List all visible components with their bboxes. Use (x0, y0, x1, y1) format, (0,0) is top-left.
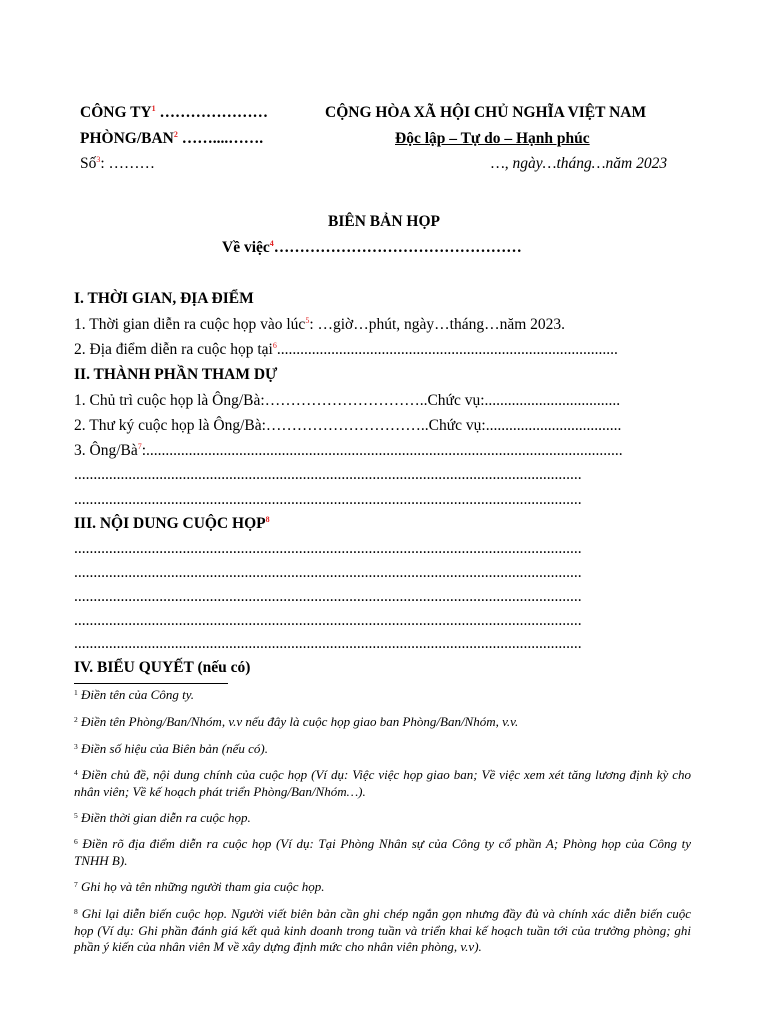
subject-blank: ………………………………………… (273, 239, 522, 256)
section-1-heading: I. THỜI GIAN, ĐỊA ĐIỂM (74, 290, 254, 307)
document-number-blank: : ……… (100, 155, 156, 172)
footnote-separator (74, 683, 228, 684)
dotted-line: ................................................................................................................................... (74, 491, 582, 508)
footnote-number: 1 (74, 688, 78, 697)
company-label: CÔNG TY (80, 104, 152, 121)
footnote-ref-7: 7 (137, 442, 142, 451)
section-1-place-line (74, 340, 618, 360)
footnote-text: Điền rõ địa điểm diễn ra cuộc họp (Ví dụ: Tại Phòng Nhân sự của Công ty cổ phần A; Phòng họp của Công ty TNHH B). (74, 836, 691, 868)
chairperson-line: 1. Chủ trì cuộc họp là Ông/Bà:…………………………..Chức vụ:................................... (74, 392, 621, 409)
footnote-text: Ghi họ và tên những người tham gia cuộc họp. (77, 879, 325, 894)
footnote-2 (74, 714, 691, 731)
time-blank: : …giờ…phút, ngày…tháng…năm 2023. (309, 316, 566, 333)
dotted-line: ................................................................................................................................... (74, 466, 582, 483)
footnote-ref-2: 2 (173, 130, 178, 139)
footnote-ref-1: 1 (151, 104, 156, 113)
subject-label: Về việc (222, 239, 270, 256)
section-1-time-line (74, 315, 565, 335)
department-blank: ……....……. (177, 130, 264, 147)
section-4-heading: IV. BIỂU QUYẾT (nếu có) (74, 659, 251, 676)
department-line (80, 129, 263, 149)
dotted-line: ................................................................................................................................... (74, 635, 582, 652)
date-line: …, ngày…tháng…năm 2023 (491, 155, 668, 172)
footnote-ref-8: 8 (265, 515, 270, 524)
footnote-7 (74, 879, 691, 896)
footnote-8 (74, 906, 691, 956)
department-label: PHÒNG/BAN (80, 130, 174, 147)
footnote-number: 4 (74, 768, 78, 777)
section-2-heading: II. THÀNH PHẦN THAM DỰ (74, 366, 278, 383)
dotted-line: ................................................................................................................................... (74, 588, 582, 605)
footnote-text: Điền thời gian diễn ra cuộc họp. (77, 810, 251, 825)
footnote-text: Điền tên Phòng/Ban/Nhóm, v.v nếu đây là cuộc họp giao ban Phòng/Ban/Nhóm, v.v. (77, 714, 519, 729)
company-line (80, 103, 268, 123)
footnote-ref-4: 4 (269, 239, 274, 248)
company-blank: ………………… (155, 104, 269, 121)
national-motto: Độc lập – Tự do – Hạnh phúc (395, 130, 590, 147)
time-label: 1. Thời gian diễn ra cuộc họp vào lúc (74, 316, 306, 333)
document-number-line (80, 154, 155, 174)
dotted-line: ................................................................................................................................... (74, 540, 582, 557)
footnote-4 (74, 767, 691, 800)
section-3-heading (74, 514, 270, 534)
footnote-number: 7 (74, 880, 78, 889)
footnote-6 (74, 836, 691, 869)
footnote-number: 2 (74, 715, 78, 724)
attendees-line (74, 441, 623, 461)
section-3-heading-text: III. NỘI DUNG CUỘC HỌP (74, 515, 266, 532)
footnote-text: Điền chủ đề, nội dung chính của cuộc họp (Ví dụ: Việc việc họp giao ban; Về việc xem xét tăng lương định kỳ cho nhân viên; Về kế hoạch phát triển Phòng/Ban/Nhóm…). (74, 767, 691, 799)
footnote-ref-3: 3 (96, 155, 101, 164)
footnote-1 (74, 687, 691, 704)
footnote-3 (74, 741, 691, 758)
footnote-5 (74, 810, 691, 827)
footnote-number: 3 (74, 742, 78, 751)
footnote-text: Điền tên của Công ty. (77, 687, 195, 702)
place-blank: ........................................................................................ (276, 341, 618, 358)
footnote-number: 6 (74, 837, 78, 846)
document-number-label: Số (80, 155, 97, 172)
footnote-ref-5: 5 (305, 316, 310, 325)
dotted-line: ................................................................................................................................... (74, 564, 582, 581)
footnote-text: Điền số hiệu của Biên bản (nếu có). (77, 741, 269, 756)
attendees-label: 3. Ông/Bà (74, 442, 138, 459)
national-title: CỘNG HÒA XÃ HỘI CHỦ NGHĨA VIỆT NAM (325, 104, 647, 121)
attendees-blank: :........................................................................................................................... (141, 442, 623, 459)
footnote-number: 8 (74, 907, 78, 916)
document-title: BIÊN BẢN HỌP (328, 213, 440, 230)
secretary-line: 2. Thư ký cuộc họp là Ông/Bà:…………………………..Chức vụ:................................... (74, 417, 622, 434)
footnote-ref-6: 6 (272, 341, 277, 350)
footnote-text: Ghi lại diễn biến cuộc họp. Người viết biên bản cần ghi chép ngắn gọn nhưng đầy đủ và chính xác diễn biến cuộc họp (Ví dụ: Ghi phần đánh giá kết quả kinh doanh trong tuần và triển khai kế hoạch tuần tới của trưởng phòng; ghi phần ý kiến của nhân viên M về xây dựng định mức cho nhân viên phòng, v.v). (74, 906, 691, 954)
place-label: 2. Địa điểm diễn ra cuộc họp tại (74, 341, 273, 358)
footnote-number: 5 (74, 811, 78, 820)
dotted-line: ................................................................................................................................... (74, 612, 582, 629)
subject-line (222, 238, 522, 258)
